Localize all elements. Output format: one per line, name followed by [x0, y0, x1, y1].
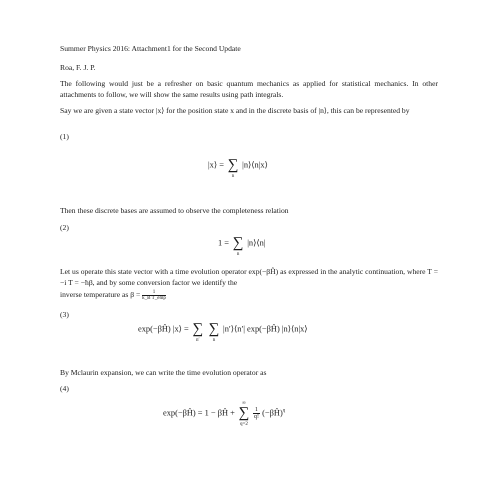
- inverse-temperature-line: [60, 289, 438, 301]
- paragraph-intro: The following would just be a refresher on basic quantum mechanics as applied for statistical mechanics. In other attachments to follow, we will show the same results using path integrals.: [60, 79, 438, 99]
- paragraph-completeness: Then these discrete bases are assumed to observe the completeness relation: [60, 206, 289, 215]
- equation-4-rhs: (−βĤ): [262, 408, 283, 418]
- equation-2-rhs: |n⟩⟨n|: [247, 238, 266, 248]
- equation-3: [138, 321, 308, 343]
- factorial-fraction: [253, 407, 260, 420]
- fraction-numerator: 1: [255, 407, 259, 413]
- equation-1-rhs: |n⟩⟨n|x⟩: [242, 160, 268, 170]
- equation-3-rhs: |n′⟩⟨n′| exp(−βĤ) |n⟩⟨n|x⟩: [223, 324, 308, 334]
- summation-index: n′: [196, 338, 200, 343]
- inverse-temperature-text: inverse temperature as β =: [60, 290, 141, 299]
- beta-fraction-denominator: k_B T_emp: [142, 295, 166, 301]
- beta-fraction-numerator: 1: [142, 290, 166, 296]
- equation-4: [163, 401, 286, 427]
- paragraph-mclaurin: By Mclaurin expansion, we can write the time evolution operator as: [60, 368, 267, 377]
- fraction-denominator: q!: [254, 414, 260, 420]
- summation-symbol: ∑ n′: [192, 321, 204, 343]
- equation-2-lhs: 1 =: [218, 238, 230, 248]
- paragraph-time-evolution: Let us operate this state vector with a time evolution operator exp(−βĤ) as expressed in the analytic continuation, where T = −i T = −ħβ, and by some conversion factor we identify the: [60, 267, 438, 287]
- summation-index: n: [231, 174, 235, 179]
- equation-3-label: (3): [60, 310, 69, 319]
- author-line: Roa, F. J. P.: [60, 63, 96, 72]
- equation-1: [208, 157, 268, 179]
- equation-1-lhs: |x⟩ =: [208, 160, 224, 170]
- summation-symbol: ∑ n: [232, 235, 244, 257]
- equation-4-lhs: exp(−βĤ) = 1 − βĤ +: [163, 408, 235, 418]
- summation-symbol: ∑ n: [227, 157, 239, 179]
- summation-symbol: ∞ ∑ q=2: [238, 401, 250, 427]
- summation-upper-limit: ∞: [242, 401, 246, 406]
- equation-4-label: (4): [60, 384, 69, 393]
- paragraph-state-vector: Say we are given a state vector |x⟩ for the position state x and in the discrete basis of |n⟩, this can be represented by: [60, 106, 410, 115]
- summation-symbol: ∑ n: [208, 321, 220, 343]
- equation-2: [218, 235, 266, 257]
- summation-index: n: [236, 252, 240, 257]
- document-title: Summer Physics 2016: Attachment1 for the Second Update: [60, 44, 241, 53]
- exponent-q: q: [282, 408, 286, 414]
- equation-1-label: (1): [60, 132, 69, 141]
- summation-index: n: [212, 338, 216, 343]
- equation-3-lhs: exp(−βĤ) |x⟩ =: [138, 324, 189, 334]
- summation-index: q=2: [240, 422, 248, 427]
- equation-2-label: (2): [60, 223, 69, 232]
- beta-fraction: [142, 290, 166, 301]
